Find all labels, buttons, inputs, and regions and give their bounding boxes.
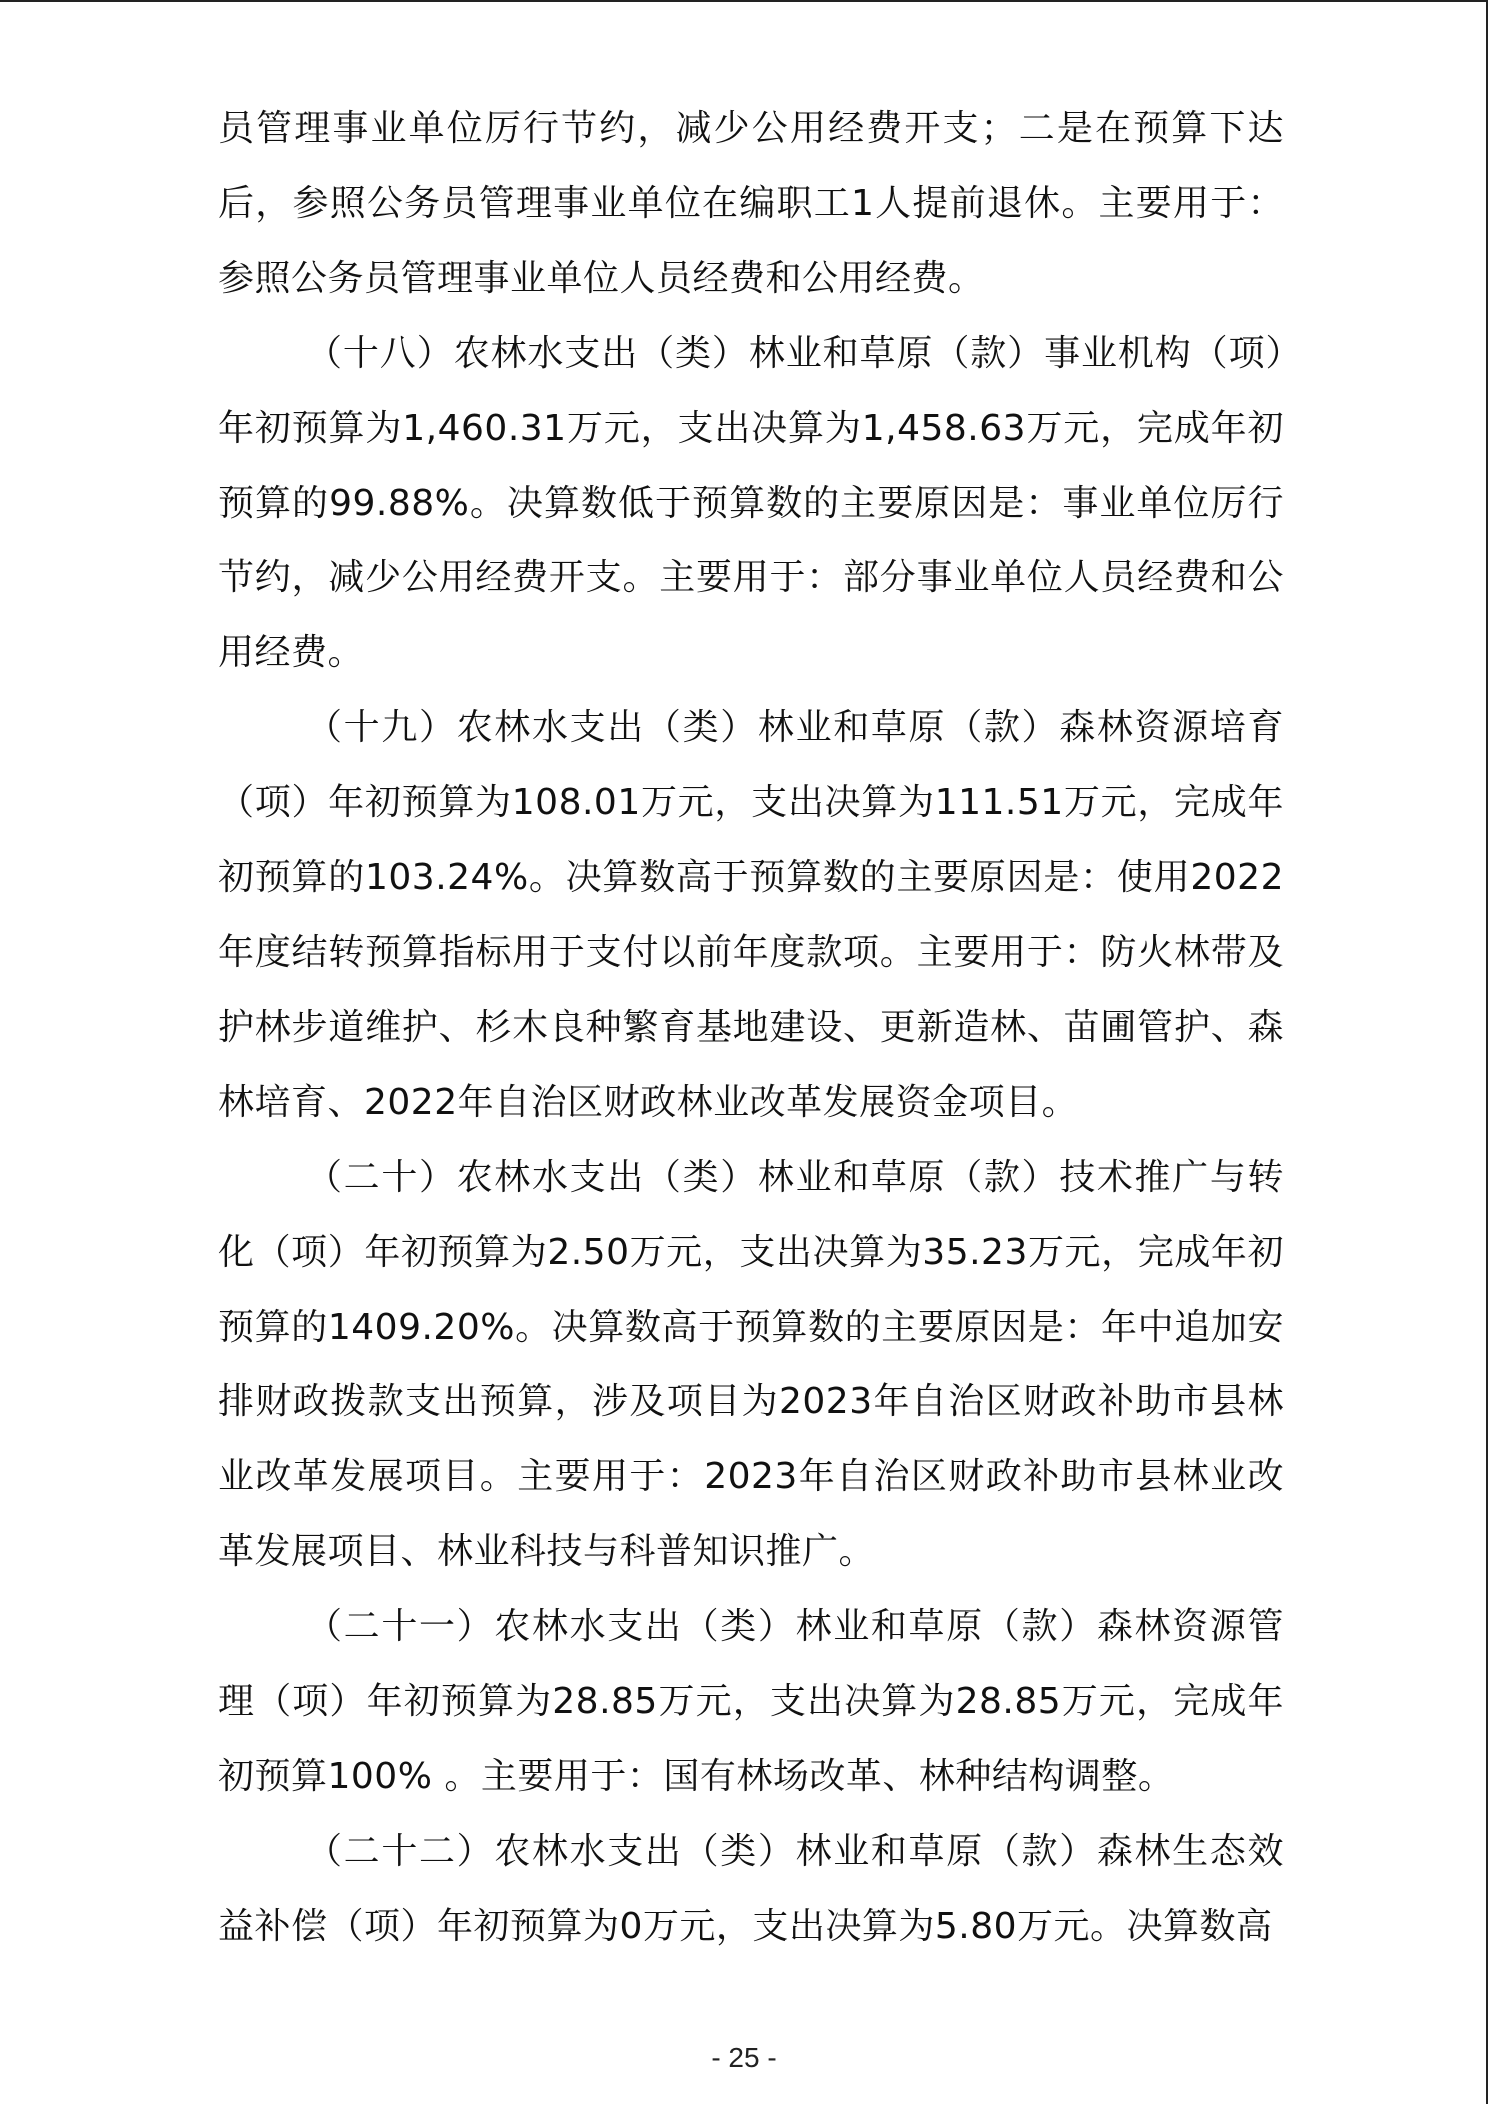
paragraph-continued: 员管理事业单位厉行节约，减少公用经费开支；二是在预算下达后，参照公务员管理事业单位在编职工1人提前退休。主要用于：参照公务员管理事业单位人员经费和公用经费。 [218,108,1284,299]
document-body [218,92,1284,1965]
paragraph-item-18: （十八）农林水支出（类）林业和草原（款）事业机构（项）年初预算为1,460.31万元，支出决算为1,458.63万元，完成年初预算的99.88%。决算数低于预算数的主要原因是：事业单位厉行节约，减少公用经费开支。主要用于：部分事业单位人员经费和公用经费。 [218,332,1284,674]
paragraph-item-20: （二十）农林水支出（类）林业和草原（款）技术推广与转化（项）年初预算为2.50万元，支出决算为35.23万元，完成年初预算的1409.20%。决算数高于预算数的主要原因是：年中追加安排财政拨款支出预算，涉及项目为2023年自治区财政补助市县林业改革发展项目。主要用于：2023年自治区财政补助市县林业改革发展项目、林业科技与科普知识推广。 [218,1156,1284,1573]
page-number: - 25 - [711,2042,777,2073]
paragraph-item-21: （二十一）农林水支出（类）林业和草原（款）森林资源管理（项）年初预算为28.85万元，支出决算为28.85万元，完成年初预算100% 。主要用于：国有林场改革、林种结构调整。 [218,1606,1284,1797]
paragraph-item-22: （二十二）农林水支出（类）林业和草原（款）森林生态效益补偿（项）年初预算为0万元，支出决算为5.80万元。决算数高 [218,1830,1284,1947]
paragraph-item-19: （十九）农林水支出（类）林业和草原（款）森林资源培育（项）年初预算为108.01万元，支出决算为111.51万元，完成年初预算的103.24%。决算数高于预算数的主要原因是：使用2022年度结转预算指标用于支付以前年度款项。主要用于：防火林带及护林步道维护、杉木良种繁育基地建设、更新造林、苗圃管护、森林培育、2022年自治区财政林业改革发展资金项目。 [218,707,1284,1123]
